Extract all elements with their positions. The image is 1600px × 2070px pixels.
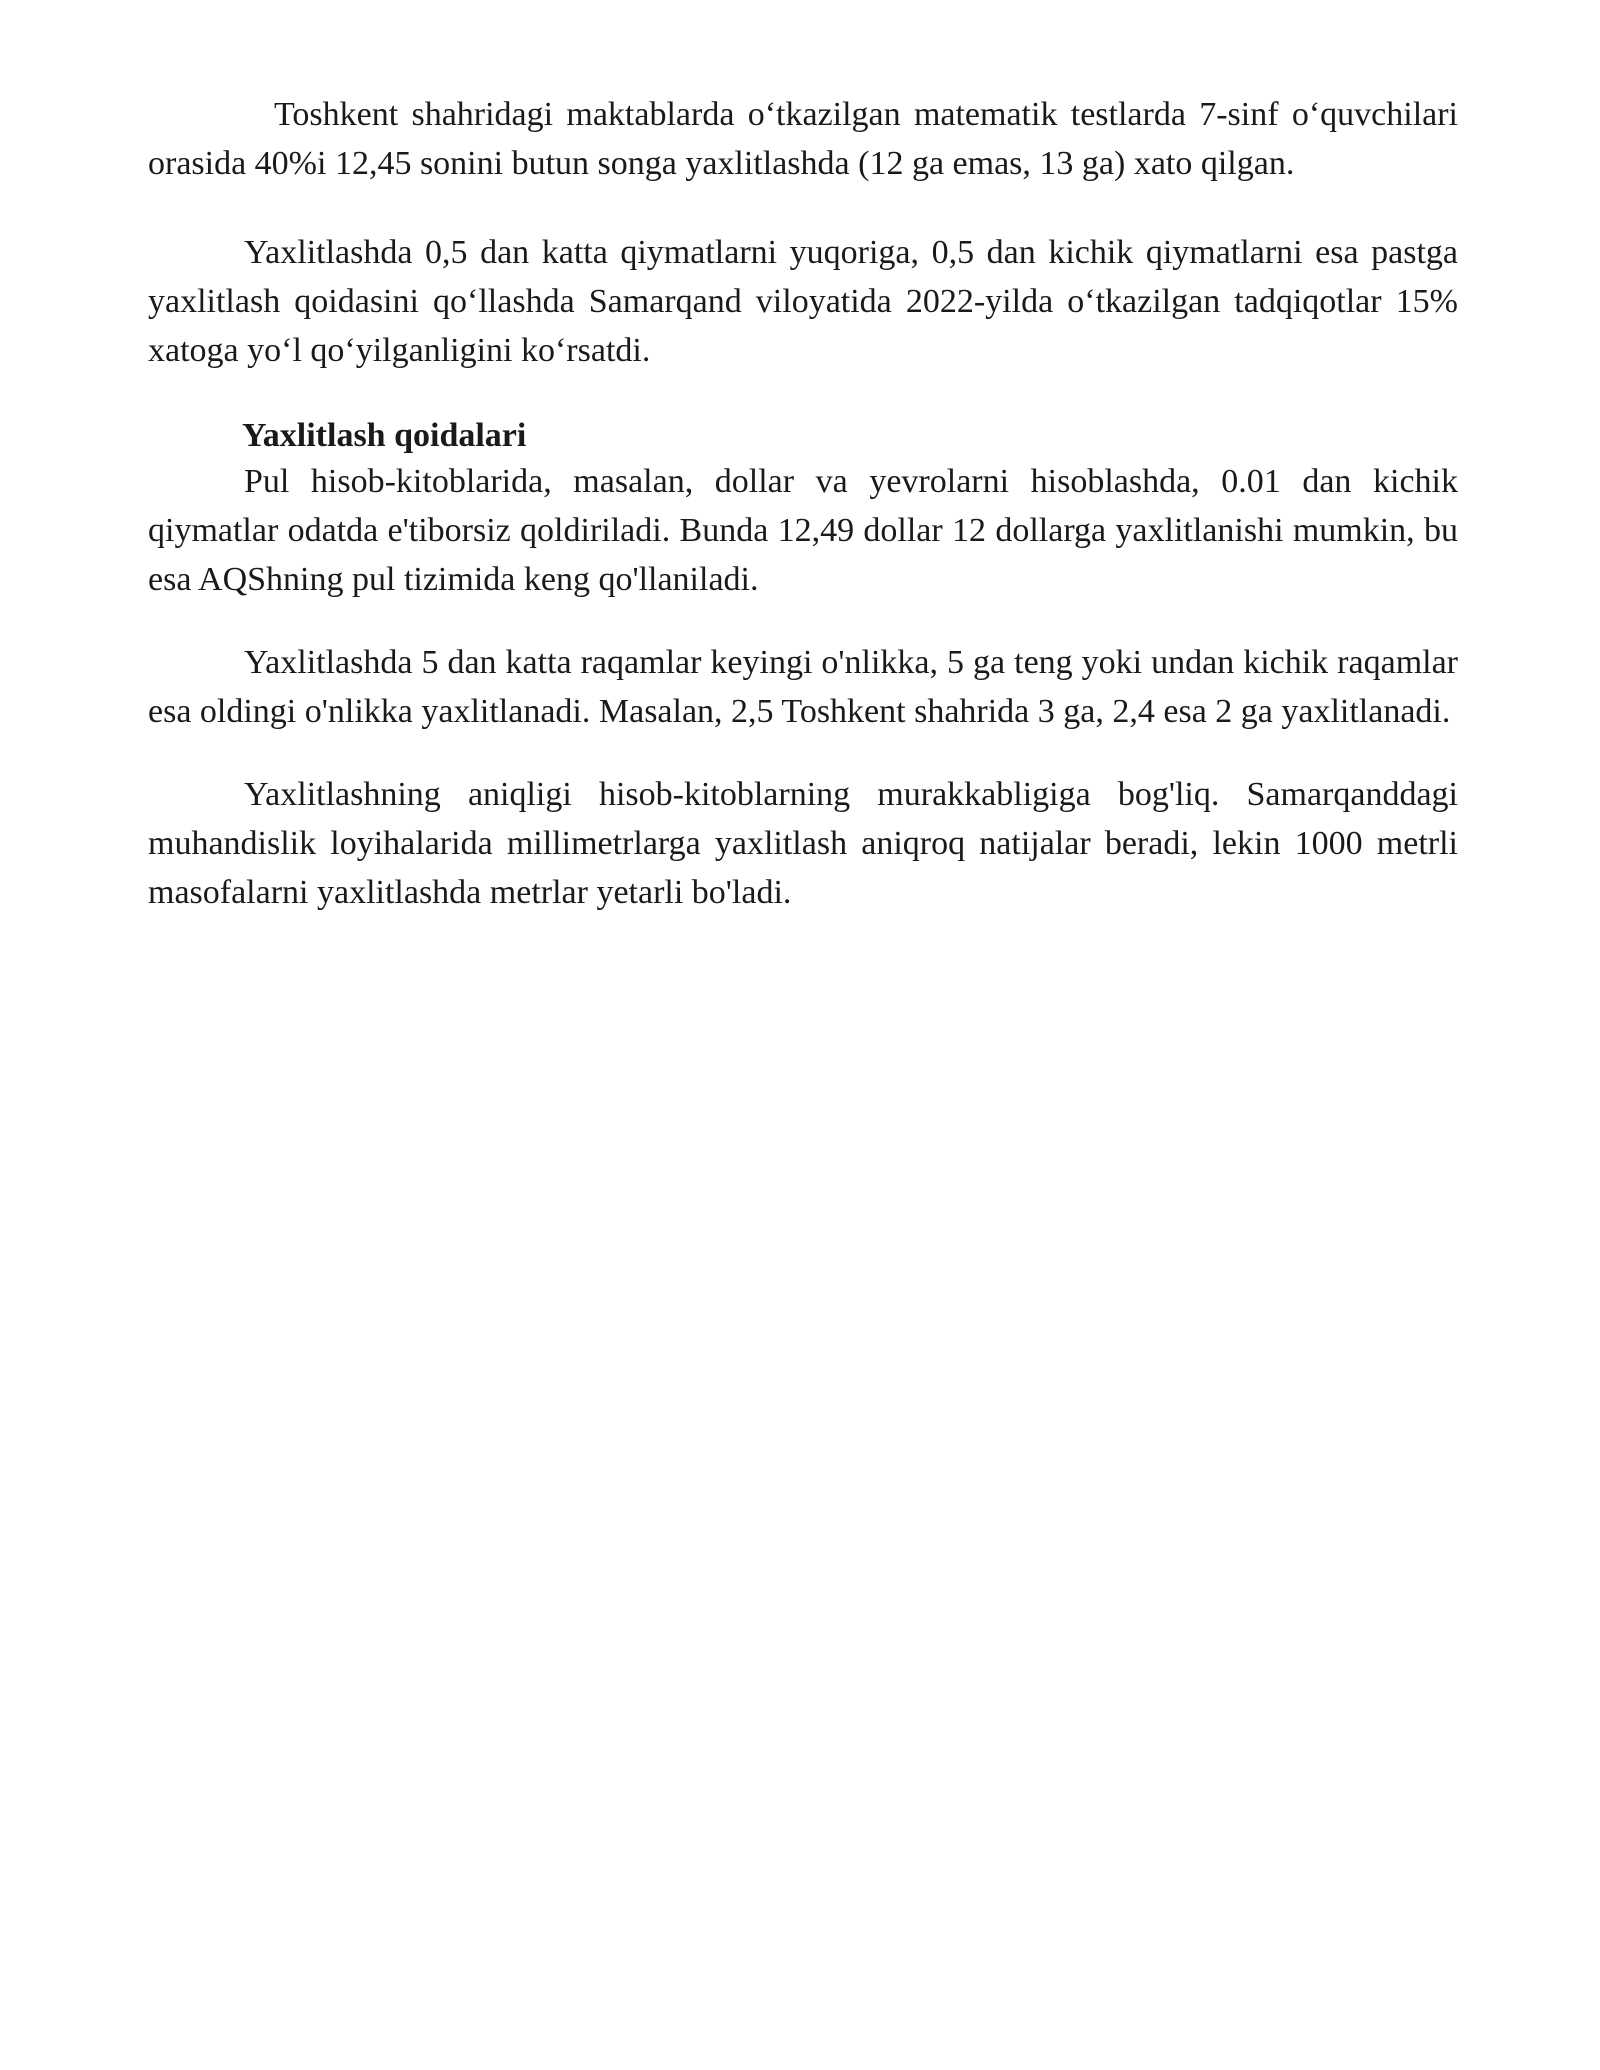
- spacer: [148, 604, 1458, 638]
- paragraph-1: Toshkent shahridagi maktablarda o‘tkazilgan matematik testlarda 7-sinf o‘quvchilari orasida 40%i 12,45 sonini butun songa yaxlitlashda (12 ga emas, 13 ga) xato qilgan.: [148, 96, 1458, 182]
- spacer: [148, 188, 1458, 228]
- section-heading: Yaxlitlash qoidalari: [242, 417, 527, 454]
- paragraph-2: Yaxlitlashda 0,5 dan katta qiymatlarni yuqoriga, 0,5 dan kichik qiymatlarni esa pastga yaxlitlash qoidasini qo‘llashda Samarqand viloyatida 2022-yilda o‘tkazilgan tadqiqotlar 15% xatoga yo‘l qo‘yilganligini ko‘rsatdi.: [148, 234, 1458, 369]
- document-page: [148, 90, 1458, 917]
- paragraph-5: Yaxlitlashning aniqligi hisob-kitoblarning murakkabligiga bog'liq. Samarqanddagi muhandislik loyihalarida millimetrlarga yaxlitlash aniqroq natijalar beradi, lekin 1000 metrli masofalarni yaxlitlashda metrlar yetarli bo'ladi.: [148, 776, 1458, 911]
- paragraph-4: Yaxlitlashda 5 dan katta raqamlar keyingi o'nlikka, 5 ga teng yoki undan kichik raqamlar esa oldingi o'nlikka yaxlitlanadi. Masalan, 2,5 Toshkent shahrida 3 ga, 2,4 esa 2 ga yaxlitlanadi.: [148, 644, 1458, 730]
- paragraph-3: Pul hisob-kitoblarida, masalan, dollar va yevrolarni hisoblashda, 0.01 dan kichik qiymatlar odatda e'tiborsiz qoldiriladi. Bunda 12,49 dollar 12 dollarga yaxlitlanishi mumkin, bu esa AQShning pul tizimida keng qo'llaniladi.: [148, 463, 1458, 598]
- spacer: [148, 736, 1458, 770]
- spacer: [148, 375, 1458, 415]
